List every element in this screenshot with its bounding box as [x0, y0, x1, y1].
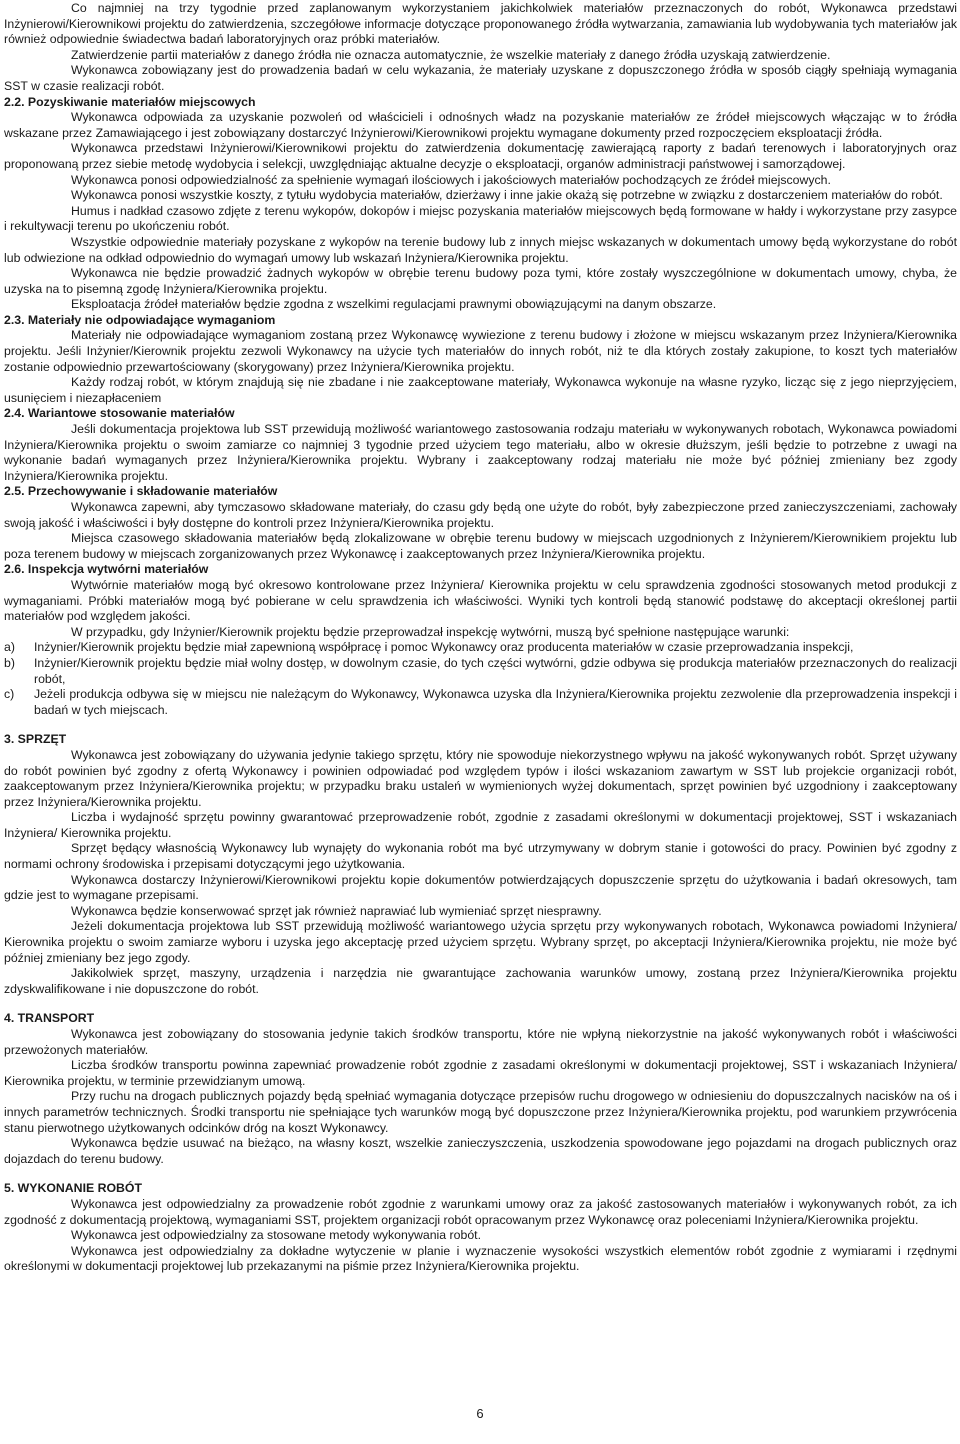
paragraph: Wytwórnie materiałów mogą być okresowo kontrolowane przez Inżyniera/ Kierownika projektu w celu sprawdzenia zgodności stosowanych metod produkcji z wymaganiami. Próbki materiałów mogą być pobierane w celu sprawdzenia ich właściwości. Wyniki tych kontroli będą stanowić podstawę do akceptacji określonej partii materiałów pod względem jakości.	[4, 577, 957, 624]
document-page	[4, 1, 957, 1275]
section-heading: 2.6. Inspekcja wytwórni materiałów	[4, 562, 209, 577]
section-heading: 5. WYKONANIE ROBÓT	[4, 1181, 143, 1196]
section-4	[4, 1011, 957, 1167]
paragraph: Wykonawca ponosi odpowiedzialność za spełnienie wymagań ilościowych i jakościowych materiałów pochodzących ze źródeł miejscowych.	[71, 172, 831, 187]
list-item-label: a)	[4, 640, 15, 655]
list-item	[4, 640, 957, 656]
section-2-6	[4, 562, 957, 718]
paragraph: W przypadku, gdy Inżynier/Kierownik projektu będzie przeprowadzał inspekcję wytwórni, muszą być spełnione następujące warunki:	[71, 624, 790, 639]
section-heading: 4. TRANSPORT	[4, 1011, 95, 1026]
paragraph: Materiały nie odpowiadające wymaganiom zostaną przez Wykonawcę wywiezione z terenu budowy i złożone w miejscu wskazanym przez Inżyniera/Kierownika projektu. Jeśli Inżynier/Kierownik projektu zezwoli Wykonawcy na użycie tych materiałów do innych robót, niż te dla których zostały zakupione, to koszt tych materiałów zostanie odpowiednio przewartościowany (skorygowany) przez Inżyniera/Kierownika projektu.	[4, 328, 957, 374]
paragraph: Wykonawca jest zobowiązany do stosowania jedynie takich środków transportu, które nie wpłyną niekorzystnie na jakość wykonywanych robót i właściwości przewożonych materiałów.	[4, 1027, 957, 1057]
list-item-label: b)	[4, 655, 15, 670]
paragraph: Jakikolwiek sprzęt, maszyny, urządzenia i narzędzia nie gwarantujące zachowania warunków umowy, zostaną przez Inżyniera/Kierownika projektu zdyskwalifikowane i nie dopuszczone do robót.	[4, 966, 957, 996]
section-heading: 2.5. Przechowywanie i składowanie materiałów	[4, 484, 278, 499]
list-item	[4, 656, 957, 687]
paragraph: Liczba i wydajność sprzętu powinny gwarantować przeprowadzenie robót, zgodnie z zasadami określonymi w dokumentacji projektowej, SST i wskazaniach Inżyniera/ Kierownika projektu.	[4, 810, 957, 840]
paragraph: Wykonawca będzie usuwać na bieżąco, na własny koszt, wszelkie zanieczyszczenia, uszkodzenia spowodowane jego pojazdami na drogach publicznych oraz dojazdach do terenu budowy.	[4, 1136, 957, 1166]
section-heading: 2.2. Pozyskiwanie materiałów miejscowych	[4, 94, 256, 109]
paragraph: Wykonawca zobowiązany jest do prowadzenia badań w celu wykazania, że materiały uzyskane z dopuszczonego źródła w sposób ciągły spełniają wymagania SST w czasie realizacji robót.	[4, 63, 957, 93]
paragraph: Jeżeli dokumentacja projektowa lub SST przewidują możliwość wariantowego użycia sprzętu przy wykonywanych robotach, Wykonawca powiadomi Inżyniera/ Kierownika projektu o swoim zamiarze wyboru i uzyska jego akceptację przed użyciem sprzętu. Wybrany sprzęt, po akceptacji Inżyniera/Kierownika projektu, nie może być później zmieniany bez jego zgody.	[4, 919, 957, 965]
paragraph: Wykonawca nie będzie prowadzić żadnych wykopów w obrębie terenu budowy poza tymi, które zostały wyszczególnione w dokumentach umowy, chyba, że uzyska na to pisemną zgodę Inżyniera/Kierownika projektu.	[4, 266, 957, 296]
paragraph: Liczba środków transportu powinna zapewniać prowadzenie robót zgodnie z zasadami określonymi w dokumentacji projektowej, SST i wskazaniach Inżyniera/ Kierownika projektu, w terminie przewidzianym umową.	[4, 1058, 957, 1088]
list-item-text: Jeżeli produkcja odbywa się w miejscu nie należącym do Wykonawcy, Wykonawca uzyska dla Inżyniera/Kierownika projektu zezwolenie dla przeprowadzenia inspekcji i badań w tych miejscach.	[34, 687, 957, 717]
paragraph: Miejsca czasowego składowania materiałów będą zlokalizowane w obrębie terenu budowy w miejscach uzgodnionych z Inżynierem/Kierownikiem projektu lub poza terenem budowy w miejscach zorganizowanych przez Wykonawcę i zaakceptowanych przez Inżyniera/Kierownika projektu.	[4, 531, 957, 561]
paragraph: Eksploatacja źródeł materiałów będzie zgodna z wszelkimi regulacjami prawnymi obowiązującymi na danym obszarze.	[71, 297, 717, 312]
section-2-4	[4, 406, 957, 484]
list-item	[4, 687, 957, 718]
paragraph: Humus i nadkład czasowo zdjęte z terenu wykopów, dokopów i miejsc pozyskania materiałów miejscowych będą formowane w hałdy i wykorzystane przy zasypce i rekultywacji terenu po ukończeniu robót.	[4, 203, 957, 234]
paragraph: Wykonawca przedstawi Inżynierowi/Kierownikowi projektu do zatwierdzenia dokumentację zawierającą raporty z badań terenowych i laboratoryjnych oraz proponowaną przez siebie metodę wydobycia i selekcji, uwzględniając aktualne decyzje o eksploatacji, organów administracji państwowej i samorządowej.	[4, 141, 957, 171]
section-heading: 2.3. Materiały nie odpowiadające wymaganiom	[4, 312, 276, 327]
list-item-text: Inżynier/Kierownik projektu będzie miał wolny dostęp, w dowolnym czasie, do tych części wytwórni, gdzie odbywa się produkcja materiałów przeznaczonych do realizacji robót,	[34, 655, 957, 686]
paragraph: Wykonawca odpowiada za uzyskanie pozwoleń od właścicieli i odnośnych władz na pozyskanie materiałów ze źródeł miejscowych włączając w to źródła wskazane przez Zamawiającego i jest zobowiązany dostarczyć Inżynierowi/Kierownikowi projektu wymagane dokumenty przed rozpoczęciem eksploatacji źródła.	[4, 110, 957, 140]
paragraph: Wykonawca jest odpowiedzialny za dokładne wytyczenie w planie i wyznaczenie wysokości wszystkich elementów robót zgodnie z wymiarami i rzędnymi określonymi w dokumentacji projektowej lub przekazanymi na piśmie przez Inżyniera/Kierownika projektu.	[4, 1243, 957, 1274]
list-item-text: Inżynier/Kierownik projektu będzie miał zapewnioną współpracę i pomoc Wykonawcy oraz producenta materiałów w czasie przeprowadzania inspekcji,	[34, 640, 854, 655]
list-item-label: c)	[4, 687, 15, 702]
section-5	[4, 1181, 957, 1275]
paragraph: Wykonawca jest odpowiedzialny za stosowane metody wykonywania robót.	[71, 1228, 481, 1243]
paragraph: Wykonawca jest odpowiedzialny za prowadzenie robót zgodnie z warunkami umowy oraz za jakość zastosowanych materiałów i wykonywanych robót, za ich zgodność z dokumentacją projektową, wymaganiami SST, projektem organizacji robót opracowanym przez Wykonawcę oraz poleceniami Inżyniera/Kierownika projektu.	[4, 1196, 957, 1227]
paragraph: Jeśli dokumentacja projektowa lub SST przewidują możliwość wariantowego zastosowania rodzaju materiału w wykonywanych robotach, Wykonawca powiadomi Inżyniera/Kierownika projektu o swoim zamiarze co najmniej 3 tygodnie przed użyciem tego materiału, albo w okresie dłuższym, jeśli będzie to potrzebne z uwagi na wykonanie badań wymaganych przez Inżyniera/Kierownika projektu. Wybrany i zaakceptowany rodzaj materiału nie może być później zmieniany bez zgody Inżyniera/Kierownika projektu.	[4, 422, 957, 483]
paragraph: Wykonawca jest zobowiązany do używania jedynie takiego sprzętu, który nie spowoduje niekorzystnego wpływu na jakość wykonywanych robót. Sprzęt używany do robót powinien być zgodny z ofertą Wykonawcy i powinien odpowiadać pod względem typów i ilości wskazaniom zawartym w SST lub projekcie organizacji robót, zaakceptowanym przez Inżyniera/Kierownika projektu; w przypadku braku ustaleń w wymienionych wyżej dokumentach, sprzęt powinien być uzgodniony i zaakceptowany przez Inżyniera/Kierownika projektu.	[4, 747, 957, 809]
paragraph: Wykonawca zapewni, aby tymczasowo składowane materiały, do czasu gdy będą one użyte do robót, były zabezpieczone przed zanieczyszczeniami, zachowały swoją jakość i właściwości i były dostępne do kontroli przez Inżyniera/Kierownika projektu.	[4, 500, 957, 530]
section-2-5	[4, 484, 957, 562]
section-2-2	[4, 95, 957, 313]
paragraph: Wykonawca ponosi wszystkie koszty, z tytułu wydobycia materiałów, dzierżawy i inne jakie okażą się potrzebne w związku z dostarczeniem materiałów do robót.	[71, 188, 943, 203]
paragraph: Przy ruchu na drogach publicznych pojazdy będą spełniać wymagania dotyczące przepisów ruchu drogowego w odniesieniu do dopuszczalnych nacisków na oś i innych parametrów technicznych. Środki transportu nie spełniające tych warunków mogą być dopuszczone przez Inżyniera/Kierownika projektu, pod warunkiem przywrócenia stanu pierwotnego użytkowanych odcinków dróg na koszt Wykonawcy.	[4, 1089, 957, 1135]
page-number: 6	[476, 1406, 484, 1421]
section-2-1-continuation	[4, 1, 957, 95]
paragraph: Każdy rodzaj robót, w którym znajdują się nie zbadane i nie zaakceptowane materiały, Wykonawca wykonuje na własne ryzyko, licząc się z jego nieprzyjęciem, usunięciem i niezapłaceniem	[4, 375, 957, 405]
section-heading: 3. SPRZĘT	[4, 732, 67, 747]
section-heading: 2.4. Wariantowe stosowanie materiałów	[4, 406, 235, 421]
paragraph: Co najmniej na trzy tygodnie przed zaplanowanym wykorzystaniem jakichkolwiek materiałów przeznaczonych do robót, Wykonawca przedstawi Inżynierowi/Kierownikowi projektu do zatwierdzenia, szczegółowe informacje dotyczące proponowanego źródła wytwarzania, zamawiania lub wydobywania tych materiałów jak również odpowiednie świadectwa badań laboratoryjnych oraz próbki materiałów.	[4, 1, 957, 47]
section-2-3	[4, 313, 957, 407]
paragraph: Zatwierdzenie partii materiałów z danego źródła nie oznacza automatycznie, że wszelkie materiały z danego źródła uzyskają zatwierdzenie.	[71, 47, 831, 62]
paragraph: Wszystkie odpowiednie materiały pozyskane z wykopów na terenie budowy lub z innych miejsc wskazanych w dokumentach umowy będą wykorzystane do robót lub odwiezione na odkład odpowiednio do wymagań umowy lub wskazań Inżyniera/Kierownika projektu.	[4, 234, 957, 265]
paragraph: Wykonawca dostarczy Inżynierowi/Kierownikowi projektu kopie dokumentów potwierdzających dopuszczenie sprzętu do użytkowania i badań okresowych, tam gdzie jest to wymagane przepisami.	[4, 872, 957, 903]
paragraph: Wykonawca będzie konserwować sprzęt jak również naprawiać lub wymieniać sprzęt niesprawny.	[71, 903, 602, 918]
paragraph: Sprzęt będący własnością Wykonawcy lub wynajęty do wykonania robót ma być utrzymywany w dobrym stanie i gotowości do pracy. Powinien być zgodny z normami ochrony środowiska i przepisami dotyczącymi jego użytkowania.	[4, 841, 957, 872]
section-3	[4, 732, 957, 997]
